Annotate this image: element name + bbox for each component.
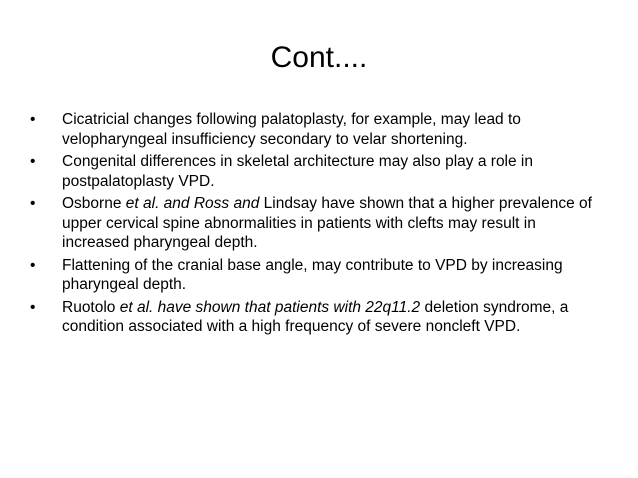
bullet-text bbox=[62, 257, 563, 294]
bullet-marker-icon: • bbox=[30, 111, 36, 128]
bullet-text-segment: deletion syndrome, a condition associated with a high frequency of severe noncleft VPD. bbox=[62, 298, 569, 335]
bullet-item bbox=[30, 152, 595, 191]
bullet-item bbox=[30, 256, 595, 295]
bullet-text bbox=[62, 299, 568, 336]
bullet-text-segment: Cicatricial changes following palatoplasty, for example, may lead to velopharyngeal insufficiency secondary to velar shortening. bbox=[62, 111, 521, 148]
bullet-marker-icon: • bbox=[30, 298, 36, 316]
bullet-text bbox=[62, 153, 533, 190]
bullet-text-segment: Flattening of the cranial base angle, may contribute to VPD by increasing pharyngeal depth. bbox=[62, 256, 563, 293]
bullet-item bbox=[30, 298, 595, 337]
bullet-text-segment: Lindsay have shown that a higher prevalence of upper cervical spine abnormalities in patients with clefts may result in increased pharyngeal depth. bbox=[62, 195, 592, 251]
slide-title: Cont.... bbox=[270, 41, 368, 74]
bullet-text-segment-italic: et al. and Ross and bbox=[125, 195, 260, 212]
bullet-list bbox=[30, 110, 595, 340]
bullet-marker-icon: • bbox=[30, 256, 36, 274]
bullet-item bbox=[30, 110, 595, 149]
bullet-text-segment-italic: et al. have shown that patients with 22q11.2 bbox=[119, 298, 421, 316]
bullet-text bbox=[62, 111, 521, 148]
bullet-marker-icon: • bbox=[30, 153, 36, 170]
bullet-text-segment: Ruotolo bbox=[62, 298, 120, 316]
bullet-marker-icon: • bbox=[30, 195, 36, 212]
bullet-item bbox=[30, 194, 595, 253]
bullet-text-segment: Osborne bbox=[62, 195, 126, 212]
bullet-text-segment: Congenital differences in skeletal architecture may also play a role in postpalatoplasty VPD. bbox=[62, 153, 533, 190]
bullet-text bbox=[62, 195, 592, 251]
